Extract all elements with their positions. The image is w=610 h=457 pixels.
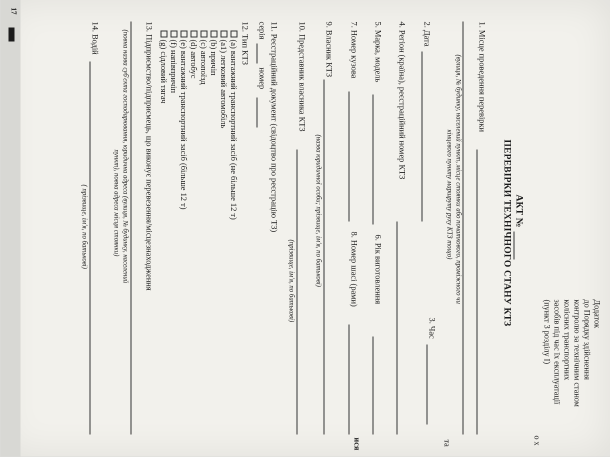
body-line [349,92,350,222]
document-sheet [1,0,610,457]
edge-number: 17 [9,7,18,15]
driver-hint: ( прізвище, ім'я, по батькові) [80,184,88,269]
rep-line [297,150,298,435]
appendix-line: до Порядку здійснення [582,299,592,380]
appendix-line: (пункт 3 розділу I) [542,299,552,365]
place-hint: (вулиця, № будинку, населений пункт, місце стоянки або початкового, проміжного чи [454,54,462,304]
checkbox-icon[interactable] [231,31,238,38]
body-label: 7. Номер кузова [349,21,359,79]
number-line [257,98,258,128]
enterprise-label: 13. Підприємство/підприємець, що виконує перевезення/місцезнаходження [144,21,154,291]
vehicle-type-option[interactable]: (g) сідловий тягач [159,30,168,104]
appendix-line: контролю за технічним станом [572,299,582,407]
act-number-line [514,232,515,260]
checkbox-icon[interactable] [221,31,228,38]
place-hint: кінцевого пункту маршруту руху КТЗ тощо) [445,129,453,260]
region-label: 4. Регіон (країна), реєстраційний номер КТЗ [397,21,407,180]
enterprise-line [131,22,132,435]
time-label: 3. Час [427,317,437,339]
act-title: ПЕРЕВІРКИ ТЕХНІЧНОГО СТАНУ КТЗ [501,139,512,327]
enterprise-hint: пункт), повна адреса місця стоянки) [112,149,120,257]
checkbox-icon[interactable] [161,31,168,38]
checkbox-icon[interactable] [181,31,188,38]
place-line-2 [463,22,464,435]
owner-label: 9. Власник КТЗ [324,21,334,78]
driver-label: 14. Водій [90,21,100,55]
checkbox-icon[interactable] [211,31,218,38]
rep-label: 10. Представник власника КТЗ [297,21,307,132]
series-line [257,44,258,64]
chassis-label: 8. Номер шасі (рами) [349,231,359,307]
date-label: 2. Дата [422,21,432,47]
margin-mark: та [442,439,452,447]
margin-mark: о х [532,435,542,446]
owner-line [324,80,325,435]
make-label: 5. Марка, модель [373,21,383,83]
vehicle-type-option[interactable]: (e) вантажний транспортний засіб (більше 12 т) [179,30,188,210]
make-line [373,95,374,225]
barcode-mark [9,28,15,42]
year-label: 6. Рік виготовлення [373,234,383,305]
appendix-line: засобів під час їх експлуатації [552,299,562,405]
vehicle-type-option[interactable]: (b) причіп [209,30,218,76]
checkbox-icon[interactable] [171,31,178,38]
appendix-line: колісних транспортних [562,299,572,381]
vehicle-type-option[interactable]: (f) напівпричіп [169,30,178,94]
vehicle-type-option[interactable]: (a1) легковий автомобіль [219,30,228,129]
margin-mark: ися [352,437,362,451]
type-label: 12. Тип КТЗ [240,21,250,65]
vehicle-type-option[interactable]: (a) вантажний транспортний засіб (не більше 12 т) [229,30,238,220]
date-line [422,52,423,222]
page-edge [1,0,21,457]
place-label: 1. Місце проведення перевірки [477,21,487,133]
enterprise-hint: (повна назва суб'єкта господарювання, юридична адреса (вулиця, № будинку, населений [121,29,129,284]
time-line [427,345,428,425]
appendix-line: Додаток [592,299,602,329]
region-line [397,222,398,435]
driver-line [90,62,91,435]
vehicle-type-option[interactable]: (d) автобус [189,30,198,79]
regdoc-label: 11. Реєстраційний документ (свідоцтво про реєстрацію ТЗ) [269,21,279,233]
checkbox-icon[interactable] [191,31,198,38]
owner-hint: (назва юридичної особи; прізвище, ім'я, по батькові) [314,134,322,287]
chassis-line [349,325,350,435]
year-line [373,337,374,435]
rep-hint: (прізвище, ім'я, по батькові) [287,239,295,323]
place-line [477,150,478,435]
series-label: серія [257,21,267,40]
number-label: номер [257,67,267,90]
checkbox-icon[interactable] [201,31,208,38]
act-number-title: АКТ № [513,194,524,228]
vehicle-type-option[interactable]: (c) автопоїзд [199,30,208,85]
